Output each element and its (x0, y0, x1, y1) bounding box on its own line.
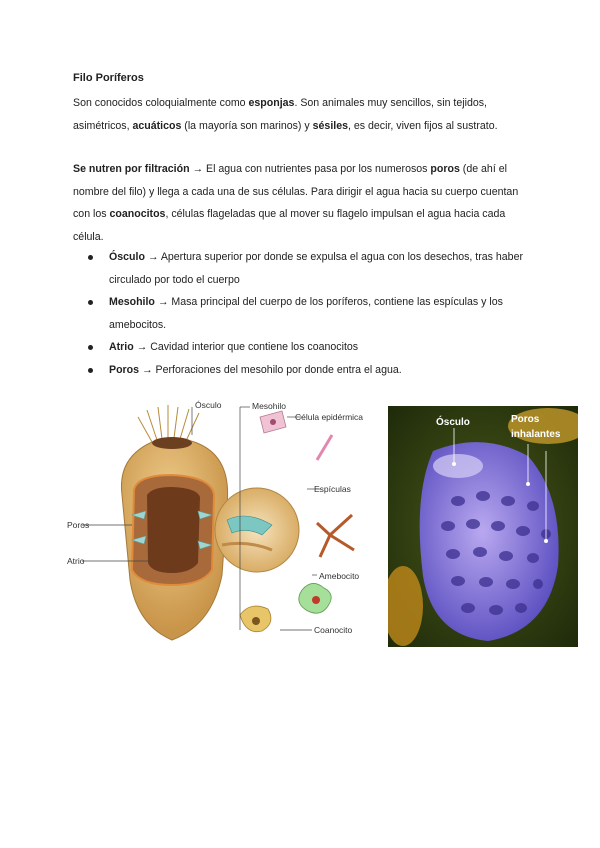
label-celula-epidermica: Célula epidérmica (295, 412, 364, 422)
term-esponjas: esponjas (248, 97, 295, 109)
intro-line-1 (73, 92, 533, 115)
label-mesohilo: Mesohilo (252, 401, 287, 411)
term-sesiles: sésiles (312, 119, 348, 132)
term-mesohilo: Mesohilo (109, 296, 155, 308)
term-acuaticos: acuáticos (132, 119, 182, 132)
bullet-dot (88, 255, 93, 260)
bullet-dot (88, 345, 93, 350)
nutrition-text: → El agua con nutrientes pasa por los numerosos (189, 163, 431, 175)
nutrition-text: (de ahí el (459, 163, 507, 175)
label-amebocito: Amebocito (319, 571, 360, 581)
list-text: → Perforaciones del mesohilo por donde entra el agua. (139, 363, 402, 376)
photo-label-poros: Poros (511, 414, 540, 425)
term-coanocitos: coanocitos (109, 208, 166, 220)
nutrition-line-2: nombre del filo) y llega a cada una de sus células. Para dirigir el agua hacia su cuerpo cuentan (73, 185, 519, 198)
bullet-dot (88, 368, 93, 373)
term-osculo: Ósculo (109, 251, 145, 263)
list-item-poros (73, 359, 543, 382)
label-coanocito: Coanocito (314, 625, 353, 635)
label-osculo: Ósculo (195, 400, 222, 410)
intro-text: (la mayoría son marinos) y (181, 119, 313, 132)
sponge-photo (388, 406, 578, 647)
photo-label-inhalantes: inhalantes (511, 429, 561, 440)
intro-text: . Son animales muy sencillos, sin tejidos, (294, 97, 487, 109)
osculum-spicules (138, 405, 199, 442)
list-text: → Masa principal del cuerpo de los poríferos, contiene las espículas y los (154, 296, 503, 308)
list-text-cont: amebocitos. (109, 318, 167, 331)
label-espiculas: Espículas (314, 484, 351, 494)
term-poros-list: Poros (109, 363, 140, 376)
intro-text: Son conocidos coloquialmente como (73, 97, 249, 109)
photo-osculum (433, 454, 483, 478)
list-text: → Cavidad interior que contiene los coanocitos (133, 341, 359, 353)
photo-label-osculo: Ósculo (436, 417, 470, 428)
nutrition-text: con los (73, 208, 110, 220)
intro-text: , es decir, viven fijos al sustrato. (348, 119, 498, 132)
nutrition-line-1 (73, 158, 533, 181)
sponge-anatomy-diagram (62, 395, 372, 650)
list-item-osculo (73, 246, 543, 291)
intro-paragraph (73, 92, 533, 137)
bullet-dot (88, 300, 93, 305)
list-text-cont: circulado por todo el cuerpo (109, 273, 240, 286)
spicule-needle (317, 435, 332, 460)
structure-list (73, 246, 543, 381)
term-filtracion: Se nutren por filtración (73, 163, 190, 175)
list-item-atrio (73, 336, 543, 359)
nutrition-paragraph (73, 158, 533, 248)
intro-text: asimétricos, (73, 119, 133, 132)
label-poros: Poros (67, 520, 90, 530)
label-atrio: Atrio (67, 556, 85, 566)
list-text: → Apertura superior por donde se expulsa el agua con los desechos, tras haber (144, 251, 523, 263)
nutrition-line-4: célula. (73, 230, 104, 243)
nutrition-line-3 (73, 203, 533, 226)
page-title: Filo Poríferos (73, 72, 144, 84)
osculum-opening (152, 437, 192, 449)
spicule-star (317, 515, 354, 557)
nutrition-text: , células flageladas que al mover su flagelo impulsan el agua hacia cada (165, 208, 506, 220)
atrium-cavity (147, 487, 200, 573)
intro-line-2 (73, 115, 533, 138)
term-poros: poros (430, 163, 460, 175)
term-atrio: Atrio (109, 341, 134, 353)
list-item-mesohilo (73, 291, 543, 336)
